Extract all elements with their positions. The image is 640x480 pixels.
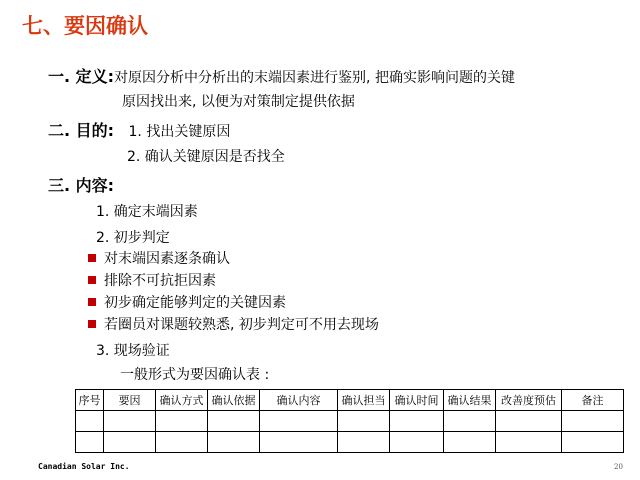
table-header-cell: 确认内容 (260, 390, 338, 411)
square-bullet-icon (88, 276, 96, 284)
table-cell (156, 411, 208, 432)
table-cell (104, 411, 156, 432)
table-row (76, 432, 624, 453)
content-label: 三. 内容: (48, 176, 115, 195)
definition-label: 一. 定义 (48, 67, 108, 86)
table-cell (260, 411, 338, 432)
table-header-cell: 确认结果 (444, 390, 496, 411)
square-bullet-icon (88, 254, 96, 262)
table-cell (390, 432, 444, 453)
table-cell (156, 432, 208, 453)
definition-text-1: 对原因分析中分析出的末端因素进行鉴别, 把确实影响问题的关键 (114, 70, 515, 86)
table-header-cell: 备注 (562, 390, 624, 411)
table-cell (104, 432, 156, 453)
definition-colon: : (107, 67, 115, 86)
table-header-cell: 序号 (76, 390, 104, 411)
purpose-item-2: 2. 确认关键原因是否找全 (127, 149, 285, 165)
table-cell (208, 432, 260, 453)
table-header-cell: 要因 (104, 390, 156, 411)
table-cell (496, 411, 562, 432)
table-header-cell: 改善度预估 (496, 390, 562, 411)
bullet-item: 排除不可抗拒因素 (88, 270, 216, 290)
page-title: 七、要因确认 (22, 14, 148, 38)
table-cell (444, 432, 496, 453)
table-intro: 一般形式为要因确认表 : (120, 367, 270, 383)
square-bullet-icon (88, 298, 96, 306)
table-cell (390, 411, 444, 432)
table-header-cell: 确认方式 (156, 390, 208, 411)
bullet-item: 对末端因素逐条确认 (88, 248, 230, 268)
page-number: 20 (614, 463, 623, 471)
square-bullet-icon (88, 320, 96, 328)
content-item-2: 2. 初步判定 (96, 230, 170, 246)
bullet-item: 初步确定能够判定的关键因素 (88, 292, 286, 312)
footer-company: Canadian Solar Inc. (38, 462, 130, 471)
definition-text-2: 原因找出来, 以便为对策制定提供依据 (122, 94, 355, 110)
table-cell (562, 432, 624, 453)
table-row (76, 411, 624, 432)
table-header-cell: 确认依据 (208, 390, 260, 411)
definition-line-1 (48, 64, 515, 87)
table-header-cell: 确认时间 (390, 390, 444, 411)
content-item-3: 3. 现场验证 (96, 343, 170, 359)
purpose-line (48, 118, 230, 141)
table-cell (444, 411, 496, 432)
table-cell (208, 411, 260, 432)
table-cell (76, 432, 104, 453)
bullet-item: 若圈员对课题较熟悉, 初步判定可不用去现场 (88, 314, 379, 334)
table-cell (338, 411, 390, 432)
cause-confirmation-table (75, 389, 624, 453)
table-cell (76, 411, 104, 432)
table-cell (496, 432, 562, 453)
table-cell (338, 432, 390, 453)
table-header-row (76, 390, 624, 411)
content-item-1: 1. 确定末端因素 (96, 204, 198, 220)
table-header-cell: 确认担当 (338, 390, 390, 411)
purpose-label: 二. 目的: (48, 121, 115, 140)
table-cell (260, 432, 338, 453)
table-cell (562, 411, 624, 432)
purpose-item-1: 1. 找出关键原因 (128, 124, 231, 140)
